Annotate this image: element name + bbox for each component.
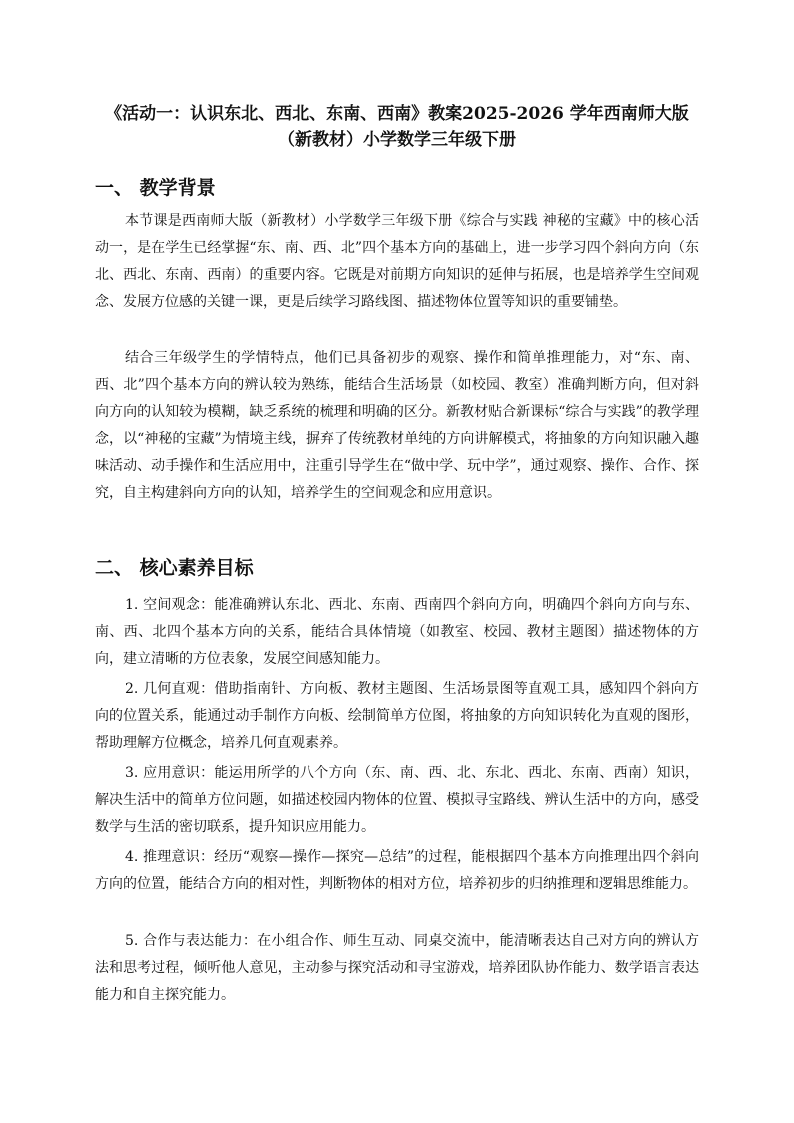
- paragraph-background-1: 本节课是西南师大版（新教材）小学数学三年级下册《综合与实践 神秘的宝藏》中的核心活动一，是在学生已经掌握“东、南、西、北”四个基本方向的基础上，进一步学习四个斜向方向（东北、西北、东南、西南）的重要内容。它既是对前期方向知识的延伸与拓展，也是培养学生空间观念、发展方位感的关键一课，更是后续学习路线图、描述物体位置等知识的重要铺垫。: [95, 213, 699, 310]
- goal-item-4: 4. 推理意识：经历“观察—操作—探究—总结”的过程，能根据四个基本方向推理出四个斜向方向的位置，能结合方向的相对性，判断物体的相对方位，培养初步的归纳推理和逻辑思维能力。: [95, 849, 699, 892]
- goal-item-2: 2. 几何直观：借助指南针、方向板、教材主题图、生活场景图等直观工具，感知四个斜向方向的位置关系，能通过动手制作方向板、绘制简单方位图，将抽象的方向知识转化为直观的图形，帮助理解方位概念，培养几何直观素养。: [95, 681, 699, 751]
- section-heading-goals: 二、 核心素养目标: [95, 557, 254, 579]
- goal-item-5: 5. 合作与表达能力：在小组合作、师生互动、同桌交流中，能清晰表达自己对方向的辨认方法和思考过程，倾听他人意见，主动参与探究活动和寻宝游戏，培养团队协作能力、数学语言表达能力和自主探究能力。: [95, 933, 699, 1003]
- goal-item-1: 1. 空间观念：能准确辨认东北、西北、东南、西南四个斜向方向，明确四个斜向方向与东、南、西、北四个基本方向的关系，能结合具体情境（如教室、校园、教材主题图）描述物体的方向，建立清晰的方位表象，发展空间感知能力。: [95, 597, 699, 667]
- section-heading-background: 一、 教学背景: [95, 177, 216, 199]
- paragraph-background-2: 结合三年级学生的学情特点，他们已具备初步的观察、操作和简单推理能力，对“东、南、西、北”四个基本方向的辨认较为熟练，能结合生活场景（如校园、教室）准确判断方向，但对斜向方向的认知较为模糊，缺乏系统的梳理和明确的区分。新教材贴合新课标“综合与实践”的教学理念，以“神秘的宝藏”为情境主线，摒弃了传统教材单纯的方向讲解模式，将抽象的方向知识融入趣味活动、动手操作和生活应用中，注重引导学生在“做中学、玩中学”，通过观察、操作、合作、探究，自主构建斜向方向的认知，培养学生的空间观念和应用意识。: [95, 350, 699, 501]
- document-title: 《活动一：认识东北、西北、东南、西南》教案2025-2026 学年西南师大版（新教材）小学数学三年级下册: [105, 104, 689, 150]
- goal-item-3: 3. 应用意识：能运用所学的八个方向（东、南、西、北、东北、西北、东南、西南）知识，解决生活中的简单方位问题，如描述校园内物体的位置、模拟寻宝路线、辨认生活中的方向，感受数学与生活的密切联系，提升知识应用能力。: [95, 765, 699, 835]
